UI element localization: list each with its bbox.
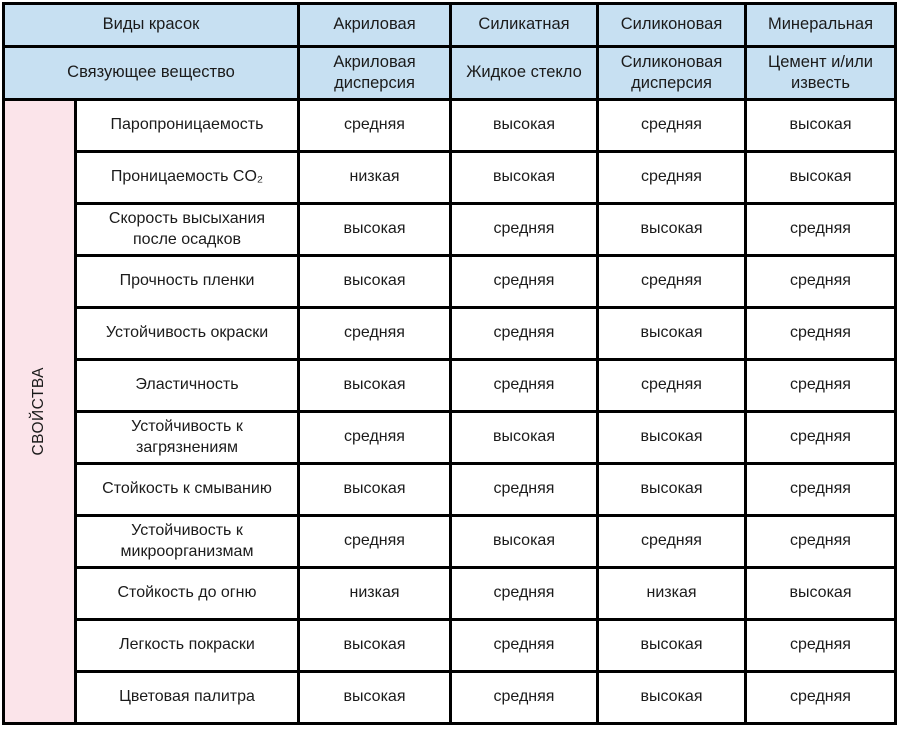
value-cell: высокая [747, 153, 894, 202]
value-cell: средняя [300, 101, 449, 150]
binder-silicone: Силиконовая дисперсия [599, 48, 744, 98]
column-header-acrylic: Акриловая [300, 5, 449, 45]
value-cell: высокая [300, 673, 449, 722]
value-cell: средняя [747, 257, 894, 306]
value-cell: средняя [747, 205, 894, 254]
value-cell: средняя [747, 413, 894, 462]
property-cell: Устойчивость окраски [77, 309, 297, 358]
properties-group-label: СВОЙСТВА [30, 367, 48, 456]
value-cell: высокая [300, 465, 449, 514]
value-cell: средняя [300, 413, 449, 462]
value-cell: высокая [599, 621, 744, 670]
value-cell: средняя [452, 673, 596, 722]
property-cell: Скорость высыхания после осадков [77, 205, 297, 254]
value-cell: высокая [300, 621, 449, 670]
paint-comparison-table [2, 2, 897, 725]
value-cell: высокая [300, 361, 449, 410]
column-header-silicone: Силиконовая [599, 5, 744, 45]
value-cell: средняя [452, 569, 596, 618]
value-cell: средняя [452, 205, 596, 254]
value-cell: высокая [300, 205, 449, 254]
value-cell: средняя [452, 309, 596, 358]
value-cell: средняя [452, 465, 596, 514]
value-cell: средняя [747, 673, 894, 722]
value-cell: средняя [599, 101, 744, 150]
value-cell: низкая [300, 153, 449, 202]
property-cell: Устойчивость к загрязнениям [77, 413, 297, 462]
column-header-mineral: Минеральная [747, 5, 894, 45]
value-cell: средняя [452, 257, 596, 306]
property-cell: Эластичность [77, 361, 297, 410]
value-cell: средняя [747, 517, 894, 566]
binder-acrylic: Акриловая дисперсия [300, 48, 449, 98]
value-cell: высокая [452, 413, 596, 462]
value-cell: высокая [452, 101, 596, 150]
value-cell: средняя [599, 257, 744, 306]
property-cell: Стойкость до огню [77, 569, 297, 618]
paint-types-corner-label: Виды красок [5, 5, 297, 45]
binder-mineral: Цемент и/или известь [747, 48, 894, 98]
value-cell: высокая [599, 205, 744, 254]
value-cell: высокая [747, 101, 894, 150]
property-cell: Легкость покраски [77, 621, 297, 670]
value-cell: средняя [747, 361, 894, 410]
value-cell: средняя [300, 309, 449, 358]
value-cell: высокая [599, 465, 744, 514]
value-cell: средняя [747, 621, 894, 670]
value-cell: высокая [599, 309, 744, 358]
value-cell: средняя [300, 517, 449, 566]
properties-group-cell [5, 101, 74, 722]
property-cell: Цветовая палитра [77, 673, 297, 722]
value-cell: средняя [599, 361, 744, 410]
property-cell: Проницаемость CO₂ [77, 153, 297, 202]
value-cell: средняя [747, 309, 894, 358]
property-cell: Паропроницаемость [77, 101, 297, 150]
binder-silicate: Жидкое стекло [452, 48, 596, 98]
value-cell: высокая [452, 153, 596, 202]
value-cell: низкая [300, 569, 449, 618]
value-cell: высокая [599, 413, 744, 462]
binder-corner-label: Связующее вещество [5, 48, 297, 98]
property-cell: Устойчивость к микроорганизмам [77, 517, 297, 566]
value-cell: средняя [747, 465, 894, 514]
value-cell: низкая [599, 569, 744, 618]
value-cell: средняя [599, 153, 744, 202]
value-cell: средняя [452, 621, 596, 670]
value-cell: высокая [747, 569, 894, 618]
property-cell: Стойкость к смыванию [77, 465, 297, 514]
column-header-silicate: Силикатная [452, 5, 596, 45]
property-cell: Прочность пленки [77, 257, 297, 306]
value-cell: высокая [300, 257, 449, 306]
value-cell: средняя [452, 361, 596, 410]
value-cell: средняя [599, 517, 744, 566]
value-cell: высокая [452, 517, 596, 566]
value-cell: высокая [599, 673, 744, 722]
